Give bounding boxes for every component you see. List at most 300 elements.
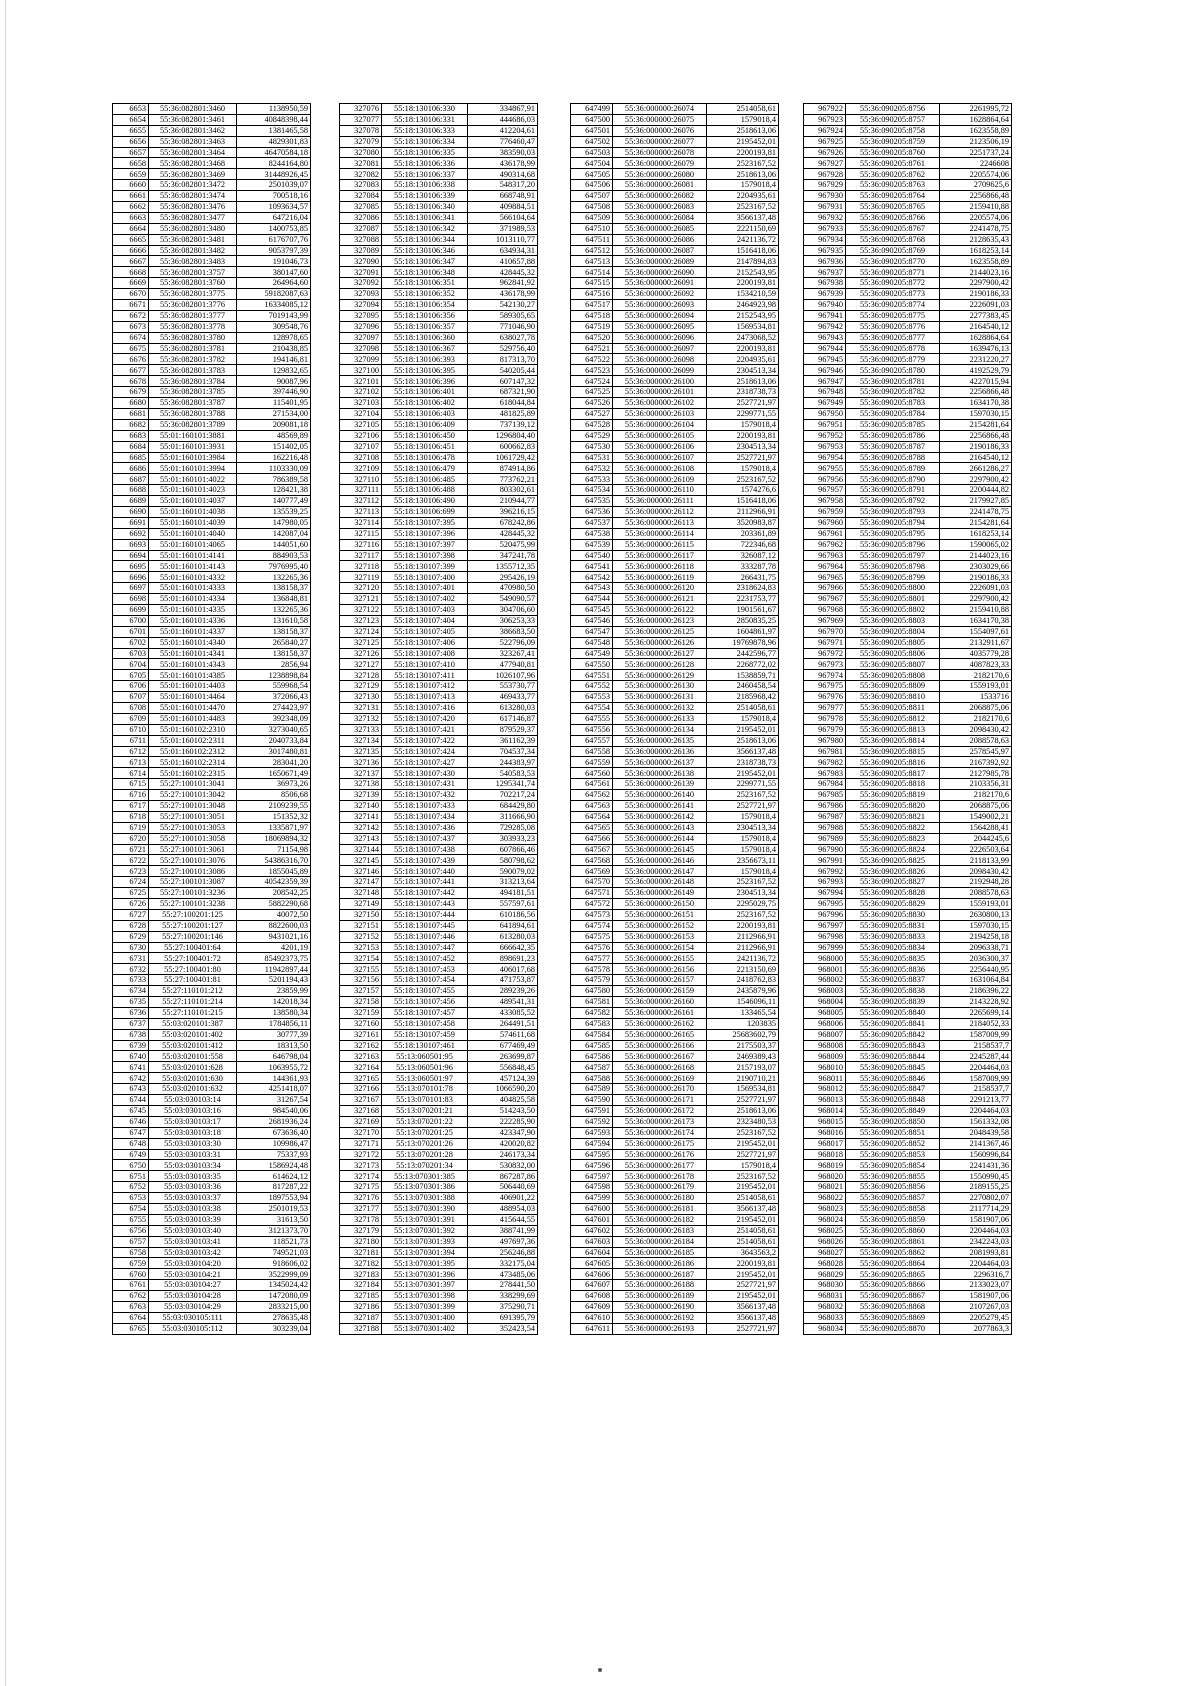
row-number: 6752: [113, 1182, 149, 1193]
row-number: 967961: [804, 528, 846, 539]
row-number: 327091: [340, 267, 382, 278]
table-row: [340, 191, 538, 202]
cadastral-number: 55:36:082801:3460: [149, 104, 237, 115]
cadastral-value: 471753,87: [468, 975, 538, 986]
row-number: 647517: [571, 300, 613, 311]
table-row: [571, 1236, 779, 1247]
cadastral-number: 55:36:000000:26171: [613, 1095, 707, 1106]
row-number: 647589: [571, 1084, 613, 1095]
table-row: [340, 833, 538, 844]
row-number: 647568: [571, 855, 613, 866]
cadastral-number: 55:36:090205:8809: [846, 681, 940, 692]
row-number: 327154: [340, 953, 382, 964]
cadastral-value: 638027,78: [468, 332, 538, 343]
cadastral-number: 55:36:082801:3757: [149, 267, 237, 278]
table-row: [571, 920, 779, 931]
cadastral-number: 55:13:070301:385: [382, 1171, 468, 1182]
table-row: [340, 920, 538, 931]
table-row: [571, 104, 779, 115]
cadastral-value: 1579018,4: [707, 463, 779, 474]
table-row: [804, 1193, 1012, 1204]
table-row: [340, 1301, 538, 1312]
cadastral-value: 786389,58: [237, 474, 311, 485]
cadastral-number: 55:36:090205:8841: [846, 1018, 940, 1029]
table-row: [804, 1280, 1012, 1291]
row-number: 647514: [571, 267, 613, 278]
cadastral-number: 55:01:160101:4065: [149, 539, 237, 550]
table-row: [113, 267, 311, 278]
cadastral-number: 55:03:030103:30: [149, 1138, 237, 1149]
table-row: [113, 234, 311, 245]
cadastral-value: 3566137,48: [707, 1203, 779, 1214]
cadastral-value: 1590065,02: [940, 539, 1012, 550]
cadastral-value: 2518613,06: [707, 125, 779, 136]
table-row: [340, 474, 538, 485]
row-number: 6691: [113, 517, 149, 528]
cadastral-value: 2241478,75: [940, 506, 1012, 517]
cadastral-number: 55:13:070301:397: [382, 1280, 468, 1291]
row-number: 647551: [571, 670, 613, 681]
cadastral-value: 1534210,59: [707, 289, 779, 300]
table-row: [804, 300, 1012, 311]
cadastral-value: 2527721,97: [707, 452, 779, 463]
cadastral-value: 313213,64: [468, 877, 538, 888]
cadastral-value: 2241431,36: [940, 1160, 1012, 1171]
table-row: [804, 125, 1012, 136]
table-row: [571, 899, 779, 910]
row-number: 647535: [571, 496, 613, 507]
table-row: [571, 583, 779, 594]
cadastral-value: 506440,69: [468, 1182, 538, 1193]
cadastral-value: 1355712,35: [468, 561, 538, 572]
cadastral-value: 2213150,69: [707, 964, 779, 975]
row-number: 327121: [340, 594, 382, 605]
row-number: 6725: [113, 888, 149, 899]
table-row: [571, 757, 779, 768]
row-number: 647559: [571, 757, 613, 768]
row-number: 967932: [804, 212, 846, 223]
cadastral-value: 410657,88: [468, 256, 538, 267]
cadastral-number: 55:18:130107:402: [382, 594, 468, 605]
row-number: 967953: [804, 441, 846, 452]
row-number: 6672: [113, 310, 149, 321]
cadastral-value: 557597,61: [468, 899, 538, 910]
cadastral-number: 55:36:000000:26085: [613, 223, 707, 234]
cadastral-value: 263699,87: [468, 1051, 538, 1062]
row-number: 967990: [804, 844, 846, 855]
row-number: 327094: [340, 300, 382, 311]
cadastral-value: 2132911,67: [940, 637, 1012, 648]
cadastral-value: 1639476,13: [940, 343, 1012, 354]
row-number: 327126: [340, 648, 382, 659]
table-row: [340, 1312, 538, 1323]
table-row: [340, 550, 538, 561]
row-number: 967989: [804, 833, 846, 844]
cadastral-number: 55:36:082801:3464: [149, 147, 237, 158]
table-row: [340, 594, 538, 605]
row-number: 6744: [113, 1095, 149, 1106]
cadastral-number: 55:36:090205:8785: [846, 419, 940, 430]
table-row: [340, 1095, 538, 1106]
cadastral-value: 589305,65: [468, 310, 538, 321]
row-number: 647511: [571, 234, 613, 245]
cadastral-number: 55:36:000000:26111: [613, 496, 707, 507]
cadastral-number: 55:13:070301:398: [382, 1291, 468, 1302]
row-number: 6720: [113, 833, 149, 844]
cadastral-number: 55:18:130106:348: [382, 267, 468, 278]
table-row: [571, 942, 779, 953]
table-row: [340, 1171, 538, 1182]
cadastral-number: 55:36:082801:3469: [149, 169, 237, 180]
table-row: [571, 1193, 779, 1204]
table-row: [113, 169, 311, 180]
table-row: [804, 1138, 1012, 1149]
table-row: [571, 866, 779, 877]
cadastral-value: 36973,26: [237, 779, 311, 790]
row-number: 6763: [113, 1301, 149, 1312]
cadastral-value: 40542359,39: [237, 877, 311, 888]
cadastral-value: 2850835,25: [707, 615, 779, 626]
cadastral-number: 55:18:130107:399: [382, 561, 468, 572]
cadastral-value: 2518613,06: [707, 376, 779, 387]
table-row: [113, 811, 311, 822]
cadastral-value: 428445,32: [468, 267, 538, 278]
cadastral-number: 55:36:000000:26122: [613, 604, 707, 615]
row-number: 327133: [340, 724, 382, 735]
table-row: [113, 1258, 311, 1269]
table-row: [340, 234, 538, 245]
row-number: 968023: [804, 1203, 846, 1214]
cadastral-number: 55:18:130106:352: [382, 289, 468, 300]
cadastral-value: 138158,37: [237, 626, 311, 637]
row-number: 647553: [571, 692, 613, 703]
row-number: 327173: [340, 1160, 382, 1171]
row-number: 6657: [113, 147, 149, 158]
row-number: 327118: [340, 561, 382, 572]
table-row: [804, 1214, 1012, 1225]
row-number: 968029: [804, 1269, 846, 1280]
cadastral-value: 40848398,44: [237, 114, 311, 125]
row-number: 327182: [340, 1258, 382, 1269]
cadastral-number: 55:36:000000:26077: [613, 136, 707, 147]
cadastral-number: 55:13:070301:391: [382, 1214, 468, 1225]
cadastral-value: 1061729,42: [468, 452, 538, 463]
cadastral-value: 2158537,7: [940, 1084, 1012, 1095]
cadastral-value: 3566137,48: [707, 746, 779, 757]
table-row: [804, 310, 1012, 321]
row-number: 327115: [340, 528, 382, 539]
row-number: 967971: [804, 637, 846, 648]
cadastral-number: 55:36:090205:8829: [846, 899, 940, 910]
table-row: [340, 212, 538, 223]
cadastral-number: 55:36:090205:8796: [846, 539, 940, 550]
cadastral-number: 55:36:090205:8851: [846, 1127, 940, 1138]
cadastral-value: 2200193,81: [707, 920, 779, 931]
table-row: [571, 572, 779, 583]
cadastral-value: 1901561,67: [707, 604, 779, 615]
cadastral-value: 2195452,01: [707, 136, 779, 147]
table-row: [571, 321, 779, 332]
row-number: 327077: [340, 114, 382, 125]
row-number: 967937: [804, 267, 846, 278]
cadastral-value: 634934,31: [468, 245, 538, 256]
cadastral-number: 55:36:090205:8870: [846, 1323, 940, 1334]
cadastral-value: 1579018,4: [707, 866, 779, 877]
cadastral-value: 1579018,4: [707, 713, 779, 724]
table-row: [804, 572, 1012, 583]
table-row: [571, 365, 779, 376]
cadastral-number: 55:36:090205:8798: [846, 561, 940, 572]
row-number: 967938: [804, 278, 846, 289]
page-marker-dot: [598, 1668, 602, 1672]
row-number: 967923: [804, 114, 846, 125]
table-row: [571, 713, 779, 724]
cadastral-value: 5201194,43: [237, 975, 311, 986]
cadastral-value: 2167392,92: [940, 757, 1012, 768]
cadastral-number: 55:36:090205:8833: [846, 931, 940, 942]
table-row: [113, 615, 311, 626]
cadastral-number: 55:36:082801:3780: [149, 332, 237, 343]
row-number: 6718: [113, 811, 149, 822]
table-row: [340, 1225, 538, 1236]
cadastral-number: 55:36:000000:26135: [613, 735, 707, 746]
cadastral-number: 55:36:090205:8826: [846, 866, 940, 877]
cadastral-number: 55:01:160101:3984: [149, 452, 237, 463]
cadastral-value: 1597030,15: [940, 408, 1012, 419]
row-number: 6748: [113, 1138, 149, 1149]
cadastral-value: 132265,36: [237, 572, 311, 583]
cadastral-number: 55:36:082801:3477: [149, 212, 237, 223]
table-row: [113, 1323, 311, 1334]
table-row: [571, 1301, 779, 1312]
cadastral-number: 55:18:130106:341: [382, 212, 468, 223]
cadastral-number: 55:36:000000:26148: [613, 877, 707, 888]
row-number: 968006: [804, 1018, 846, 1029]
cadastral-number: 55:18:130107:443: [382, 899, 468, 910]
row-number: 647584: [571, 1029, 613, 1040]
cadastral-number: 55:36:090205:8814: [846, 735, 940, 746]
table-row: [340, 539, 538, 550]
row-number: 327083: [340, 180, 382, 191]
row-number: 6670: [113, 289, 149, 300]
cadastral-value: 436178,99: [468, 158, 538, 169]
cadastral-value: 1618253,14: [940, 528, 1012, 539]
row-number: 967954: [804, 452, 846, 463]
table-row: [571, 1127, 779, 1138]
cadastral-number: 55:18:130107:438: [382, 844, 468, 855]
table-row: [340, 572, 538, 583]
row-number: 327151: [340, 920, 382, 931]
cadastral-value: 2200193,81: [707, 430, 779, 441]
table-row: [340, 1029, 538, 1040]
table-row: [804, 365, 1012, 376]
cadastral-value: 1569534,81: [707, 321, 779, 332]
table-row: [340, 267, 538, 278]
cadastral-value: 2040733,84: [237, 735, 311, 746]
cadastral-number: 55:36:000000:26173: [613, 1116, 707, 1127]
cadastral-value: 333287,78: [707, 561, 779, 572]
cadastral-number: 55:03:020101:632: [149, 1084, 237, 1095]
row-number: 647577: [571, 953, 613, 964]
cadastral-number: 55:03:030104:29: [149, 1301, 237, 1312]
cadastral-number: 55:18:130107:430: [382, 768, 468, 779]
table-row: [571, 833, 779, 844]
cadastral-number: 55:18:130107:444: [382, 909, 468, 920]
table-row: [804, 997, 1012, 1008]
cadastral-number: 55:01:160101:4038: [149, 506, 237, 517]
cadastral-number: 55:36:090205:8852: [846, 1138, 940, 1149]
cadastral-number: 55:36:090205:8842: [846, 1029, 940, 1040]
table-row: [804, 942, 1012, 953]
cadastral-value: 264491,51: [468, 1018, 538, 1029]
row-number: 6679: [113, 387, 149, 398]
cadastral-value: 641894,61: [468, 920, 538, 931]
row-number: 6729: [113, 931, 149, 942]
row-number: 6700: [113, 615, 149, 626]
table-row: [804, 735, 1012, 746]
row-number: 6680: [113, 398, 149, 409]
cadastral-number: 55:36:000000:26181: [613, 1203, 707, 1214]
cadastral-value: 600662,83: [468, 441, 538, 452]
row-number: 647590: [571, 1095, 613, 1106]
row-number: 967980: [804, 735, 846, 746]
cadastral-number: 55:36:000000:26121: [613, 594, 707, 605]
cadastral-number: 55:13:070301:388: [382, 1193, 468, 1204]
cadastral-number: 55:36:000000:26156: [613, 964, 707, 975]
table-row: [804, 136, 1012, 147]
cadastral-number: 55:36:090205:8799: [846, 572, 940, 583]
cadastral-number: 55:27:100201:125: [149, 909, 237, 920]
cadastral-number: 55:36:000000:26106: [613, 441, 707, 452]
row-number: 968016: [804, 1127, 846, 1138]
cadastral-value: 2527721,97: [707, 1280, 779, 1291]
row-number: 6741: [113, 1062, 149, 1073]
table-row: [571, 1203, 779, 1214]
table-row: [571, 681, 779, 692]
cadastral-value: 490314,68: [468, 169, 538, 180]
cadastral-number: 55:01:160101:4470: [149, 702, 237, 713]
table-row: [113, 670, 311, 681]
cadastral-value: 898691,23: [468, 953, 538, 964]
cadastral-number: 55:36:000000:26112: [613, 506, 707, 517]
cadastral-number: 55:36:000000:26144: [613, 833, 707, 844]
row-number: 327090: [340, 256, 382, 267]
table-row: [340, 844, 538, 855]
table-row: [571, 539, 779, 550]
row-number: 6738: [113, 1029, 149, 1040]
table-row: [340, 1127, 538, 1138]
table-row: [804, 1105, 1012, 1116]
cadastral-number: 55:18:130107:442: [382, 888, 468, 899]
cadastral-number: 55:13:070301:394: [382, 1247, 468, 1258]
cadastral-value: 380147,60: [237, 267, 311, 278]
cadastral-value: 311666,90: [468, 811, 538, 822]
cadastral-value: 332175,04: [468, 1258, 538, 1269]
cadastral-number: 55:36:090205:8778: [846, 343, 940, 354]
table-row: [340, 1269, 538, 1280]
cadastral-value: 2194258,18: [940, 931, 1012, 942]
table-row: [571, 202, 779, 213]
table-row: [571, 212, 779, 223]
cadastral-number: 55:18:130107:446: [382, 931, 468, 942]
row-number: 327171: [340, 1138, 382, 1149]
table-row: [340, 354, 538, 365]
cadastral-number: 55:36:090205:8831: [846, 920, 940, 931]
cadastral-value: 1586924,48: [237, 1160, 311, 1171]
cadastral-value: 2709625,6: [940, 180, 1012, 191]
table-row: [571, 463, 779, 474]
row-number: 6661: [113, 191, 149, 202]
row-number: 647585: [571, 1040, 613, 1051]
cadastral-value: 1295341,74: [468, 779, 538, 790]
table-row: [113, 1018, 311, 1029]
cadastral-number: 55:36:090205:8820: [846, 801, 940, 812]
cadastral-value: 2098430,42: [940, 866, 1012, 877]
cadastral-number: 55:01:160102:2311: [149, 735, 237, 746]
cadastral-value: 1604861,97: [707, 626, 779, 637]
table-row: [340, 1203, 538, 1214]
cadastral-value: 3520983,87: [707, 517, 779, 528]
row-number: 6654: [113, 114, 149, 125]
row-number: 967928: [804, 169, 846, 180]
table-row: [340, 202, 538, 213]
table-row: [340, 648, 538, 659]
table-row: [804, 648, 1012, 659]
cadastral-number: 55:18:130107:420: [382, 713, 468, 724]
cadastral-number: 55:36:090205:8839: [846, 997, 940, 1008]
cadastral-value: 1579018,4: [707, 1160, 779, 1171]
row-number: 967949: [804, 398, 846, 409]
cadastral-number: 55:36:000000:26172: [613, 1105, 707, 1116]
cadastral-number: 55:36:000000:26167: [613, 1051, 707, 1062]
table-row: [340, 953, 538, 964]
cadastral-number: 55:36:090205:8774: [846, 300, 940, 311]
table-row: [113, 779, 311, 790]
cadastral-value: 867287,86: [468, 1171, 538, 1182]
row-number: 647518: [571, 310, 613, 321]
table-row: [113, 768, 311, 779]
row-number: 327136: [340, 757, 382, 768]
row-number: 6722: [113, 855, 149, 866]
table-row: [113, 310, 311, 321]
table-row: [340, 626, 538, 637]
cadastral-number: 55:18:130107:413: [382, 692, 468, 703]
cadastral-number: 55:36:082801:3480: [149, 223, 237, 234]
row-number: 647533: [571, 474, 613, 485]
cadastral-value: 388741,99: [468, 1225, 538, 1236]
row-number: 647578: [571, 964, 613, 975]
cadastral-number: 55:18:130107:406: [382, 637, 468, 648]
cadastral-number: 55:18:130107:400: [382, 572, 468, 583]
row-number: 327164: [340, 1062, 382, 1073]
cadastral-number: 55:18:130106:488: [382, 485, 468, 496]
row-number: 327175: [340, 1182, 382, 1193]
cadastral-number: 55:18:130106:451: [382, 441, 468, 452]
table-row: [340, 801, 538, 812]
cadastral-value: 1597030,15: [940, 920, 1012, 931]
cadastral-number: 55:03:030103:37: [149, 1193, 237, 1204]
table-row: [340, 158, 538, 169]
row-number: 647604: [571, 1247, 613, 1258]
table-row: [113, 1127, 311, 1138]
table-row: [340, 1160, 538, 1171]
row-number: 6714: [113, 768, 149, 779]
row-number: 327106: [340, 430, 382, 441]
cadastral-value: 556848,45: [468, 1062, 538, 1073]
table-row: [113, 474, 311, 485]
row-number: 647523: [571, 365, 613, 376]
cadastral-value: 773762,21: [468, 474, 538, 485]
